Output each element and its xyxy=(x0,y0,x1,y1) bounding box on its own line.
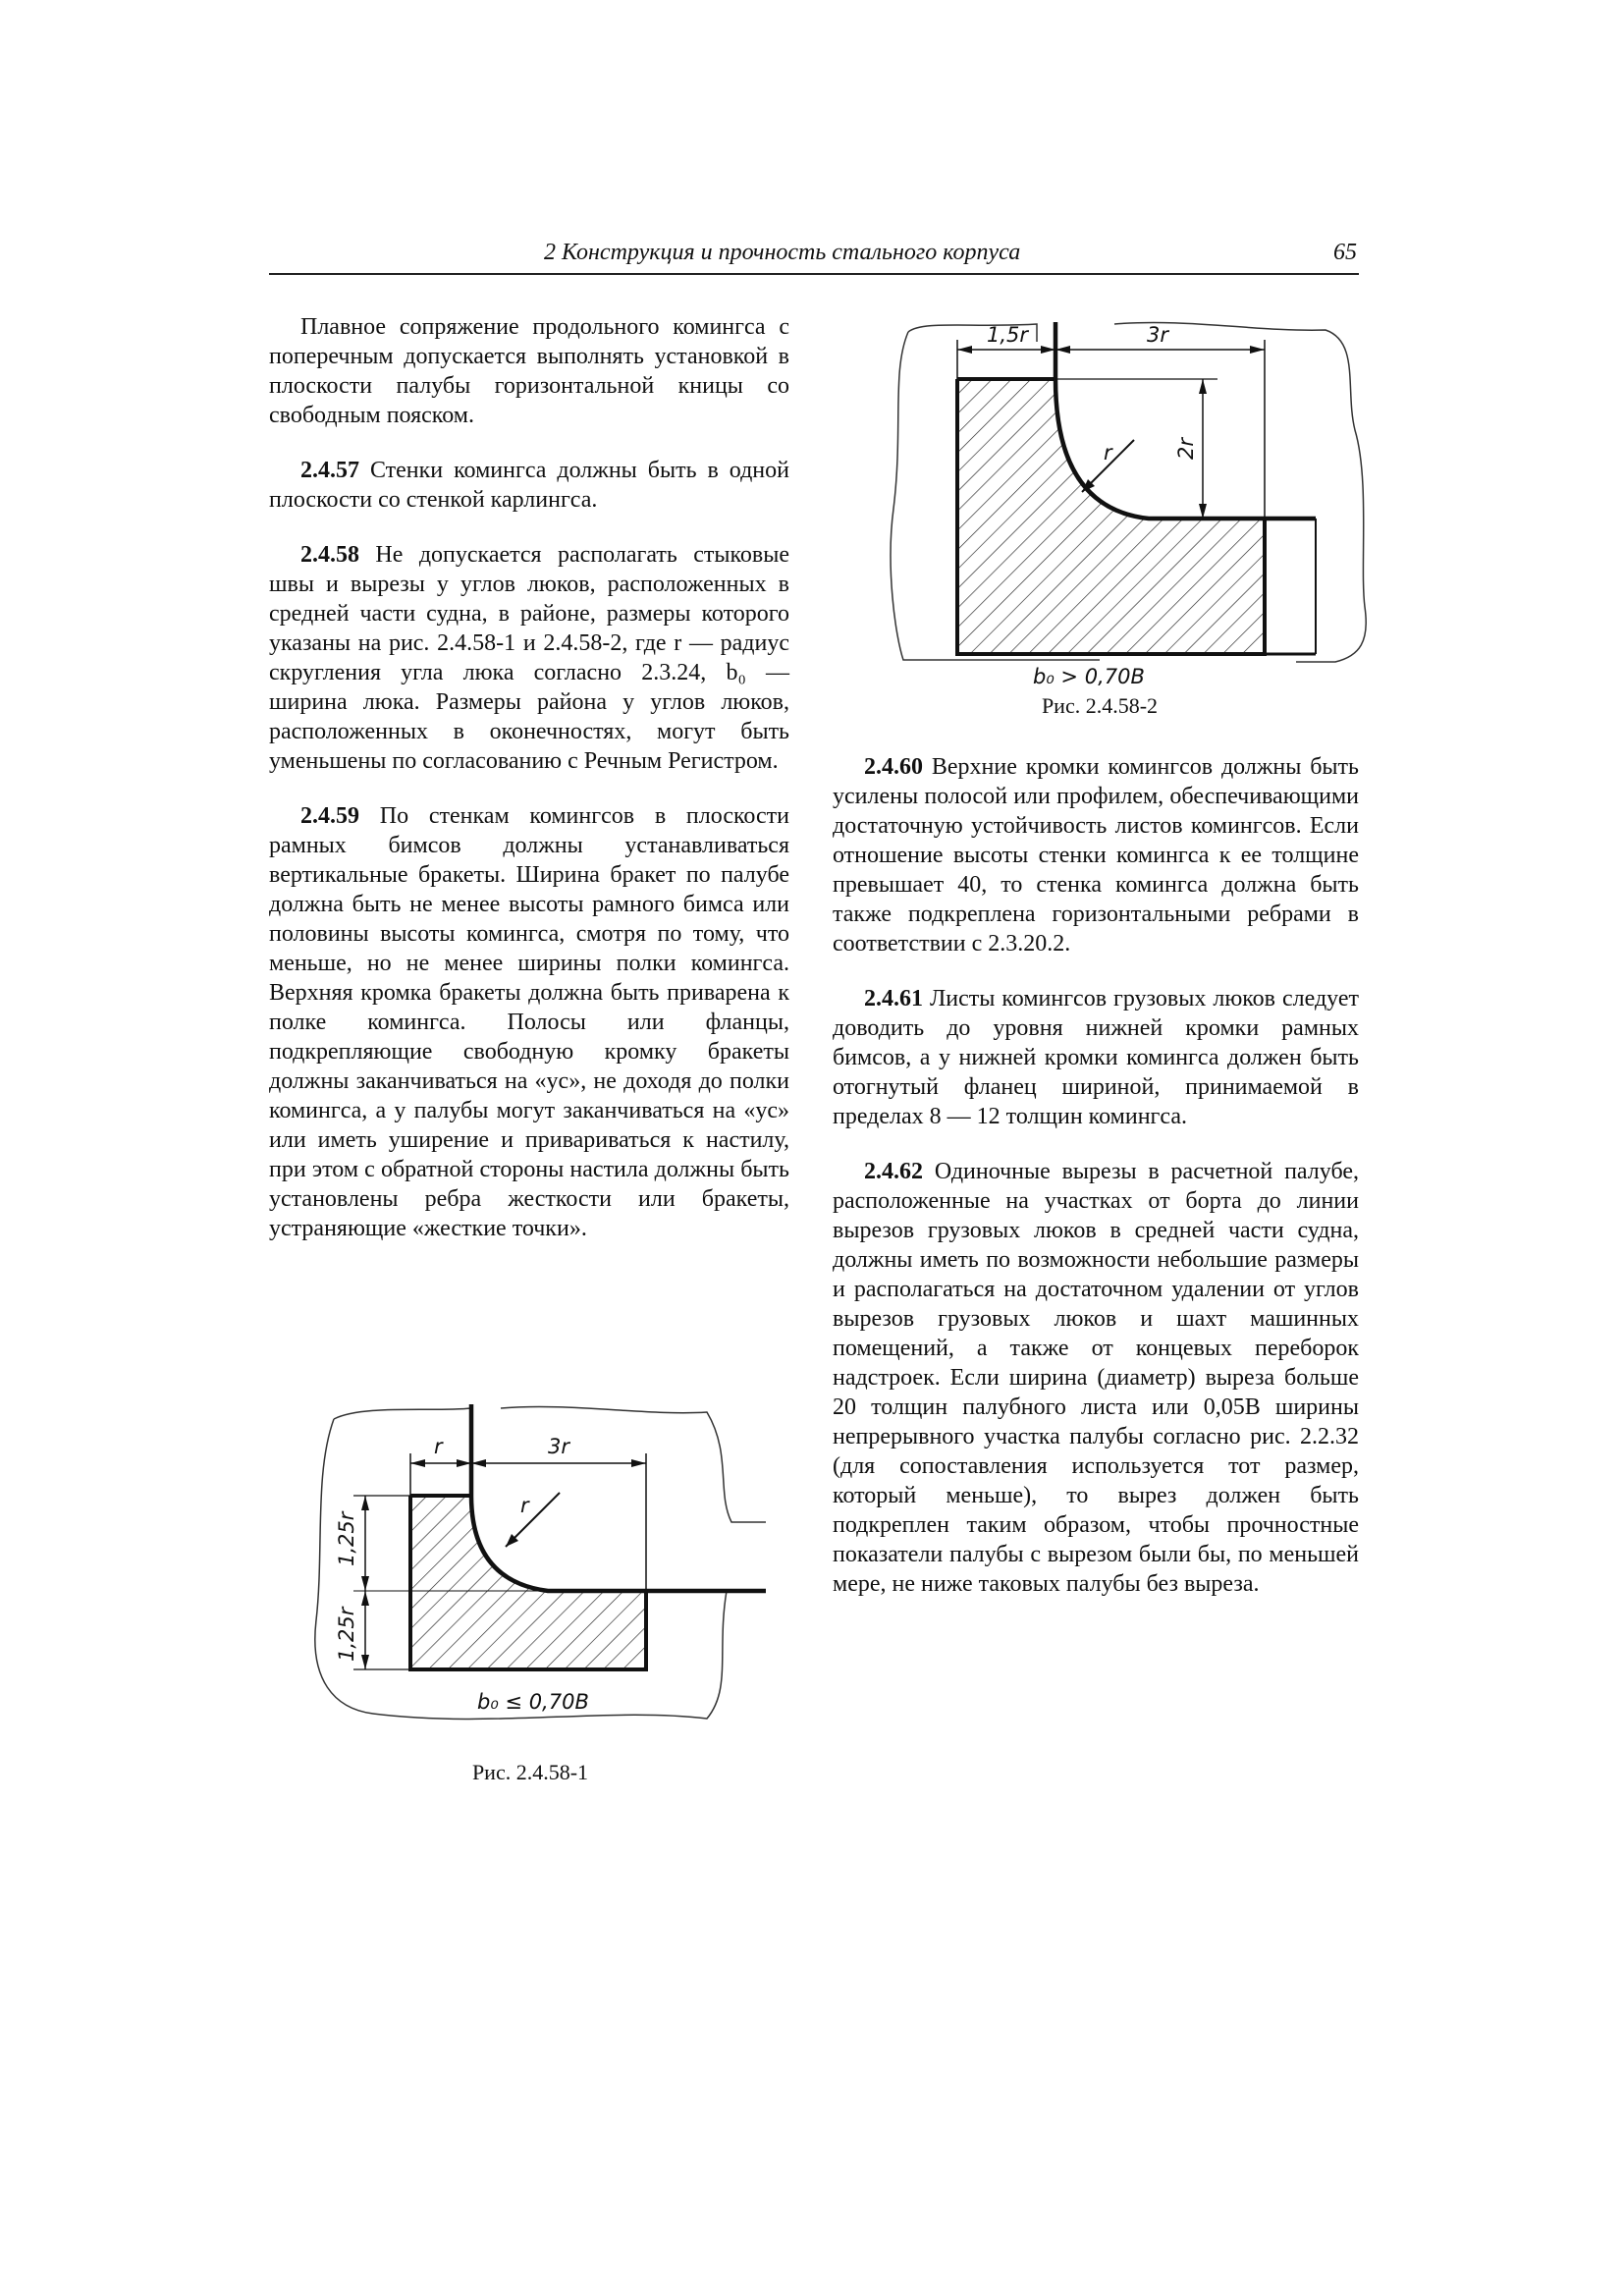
figure-2-diagram xyxy=(864,312,1375,685)
paragraph-2-4-60: 2.4.60 Верхние кромки комингсов должны быть усилены полосой или профилем, обеспечивающими достаточную устойчивость листов комингсов. Если отношение высоты стенки комингса к ее толщине превышает 40, то стенка комингса должна быть также подкреплена горизонтальными ребрами в соответствии с 2.3.20.2. xyxy=(833,754,1359,957)
running-header xyxy=(269,240,1359,275)
clause-number: 2.4.57 xyxy=(300,458,359,483)
right-column xyxy=(833,752,1359,1624)
break-outline xyxy=(315,1406,766,1719)
clause-number: 2.4.59 xyxy=(300,803,359,829)
radius-label: r xyxy=(1104,441,1112,465)
radius-label: r xyxy=(520,1494,529,1517)
dim-label-3r: 3r xyxy=(1147,323,1168,347)
header-title: 2 Конструкция и прочность стального корпуса xyxy=(544,240,1021,265)
dim-label-1-25r-bottom: 1,25r xyxy=(335,1607,358,1662)
figure-1-caption: Рис. 2.4.58-1 xyxy=(471,1760,589,1784)
figure-1-diagram xyxy=(295,1394,785,1748)
paragraph-2-4-62: 2.4.62 Одиночные вырезы в расчетной палубе, расположенные на участках от борта до линии вырезов грузовых люков в средней части судна, должны иметь по возможности небольшие размеры и располагаться на достаточном удалении от углов вырезов грузовых люков и шахт машинных помещений, а также от концевых переборок надстроек. Если ширина (диаметр) выреза больше 20 толщин палубного листа или 0,05B ширины непрерывного участка палубы согласно рис. 2.2.32 (для сопоставления используется тот размер, который меньше), то вырез должен быть подкреплен таким образом, чтобы прочностные показатели палубы с вырезом были бы, по меньшей мере, не ниже таковых палубы без выреза. xyxy=(833,1159,1359,1597)
figure-2-4-58-2 xyxy=(864,312,1375,685)
dim-label-1-5r: 1,5r xyxy=(987,323,1029,347)
left-column xyxy=(269,312,789,1269)
coaming-edge xyxy=(1055,322,1316,519)
clause-number: 2.4.62 xyxy=(864,1159,923,1184)
hatched-zone xyxy=(410,1496,646,1669)
page-number: 65 xyxy=(1333,240,1357,265)
dim-label-r: r xyxy=(434,1435,443,1458)
dim-label-3r: 3r xyxy=(548,1435,569,1458)
paragraph-2-4-57: 2.4.57 Стенки комингса должны быть в одной плоскости со стенкой карлингса. xyxy=(269,458,789,513)
coaming-edge xyxy=(471,1404,766,1591)
paragraph: Плавное сопряжение продольного комингса с поперечным допускается выполнять установкой в плоскости палубы горизонтальной кницы со свободным пояском. xyxy=(269,314,789,428)
figure-2-4-58-1 xyxy=(295,1394,785,1748)
clause-number: 2.4.60 xyxy=(864,754,923,780)
paragraph-2-4-61: 2.4.61 Листы комингсов грузовых люков следует доводить до уровня нижней кромки рамных бимсов, а у нижней кромки комингса должен быть отогнутый фланец шириной, принимаемой в пределах 8 — 12 толщин комингса. xyxy=(833,986,1359,1129)
paragraph-2-4-58: 2.4.58 Не допускается располагать стыковые швы и вырезы у углов люков, расположенных в средней части судна, в районе, размеры которого указаны на рис. 2.4.58-1 и 2.4.58-2, где r — радиус скругления угла люка согласно 2.3.24, b₀ — ширина люка. Размеры района у углов люков, расположенных в оконечностях, могут быть уменьшены по согласованию с Речным Регистром. xyxy=(269,542,790,774)
dim-label-2r: 2r xyxy=(1174,438,1198,460)
figure-2-caption: Рис. 2.4.58-2 xyxy=(1041,693,1159,718)
dim-label-1-25r-top: 1,25r xyxy=(335,1511,358,1566)
clause-number: 2.4.58 xyxy=(300,542,359,568)
clause-number: 2.4.61 xyxy=(864,986,923,1011)
width-note: b₀ > 0,70B xyxy=(1033,665,1145,685)
width-note: b₀ ≤ 0,70B xyxy=(477,1690,589,1714)
paragraph-2-4-59: 2.4.59 По стенкам комингсов в плоскости рамных бимсов должны устанавливаться вертикальные бракеты. Ширина бракет по палубе должна быть не менее высоты рамного бимса или половины высоты комингса, смотря по тому, что меньше, но не менее ширины полки комингса. Верхняя кромка бракеты должна быть приварена к полке комингса. Полосы или фланцы, подкрепляющие свободную кромку бракеты должны заканчиваться на «ус», не доходя до полки комингса, а у палубы могут заканчиваться на «ус» или иметь уширение и привариваться к настилу, при этом с обратной стороны настила должны быть установлены ребра жесткости или бракеты, устраняющие «жесткие точки». xyxy=(269,803,790,1241)
